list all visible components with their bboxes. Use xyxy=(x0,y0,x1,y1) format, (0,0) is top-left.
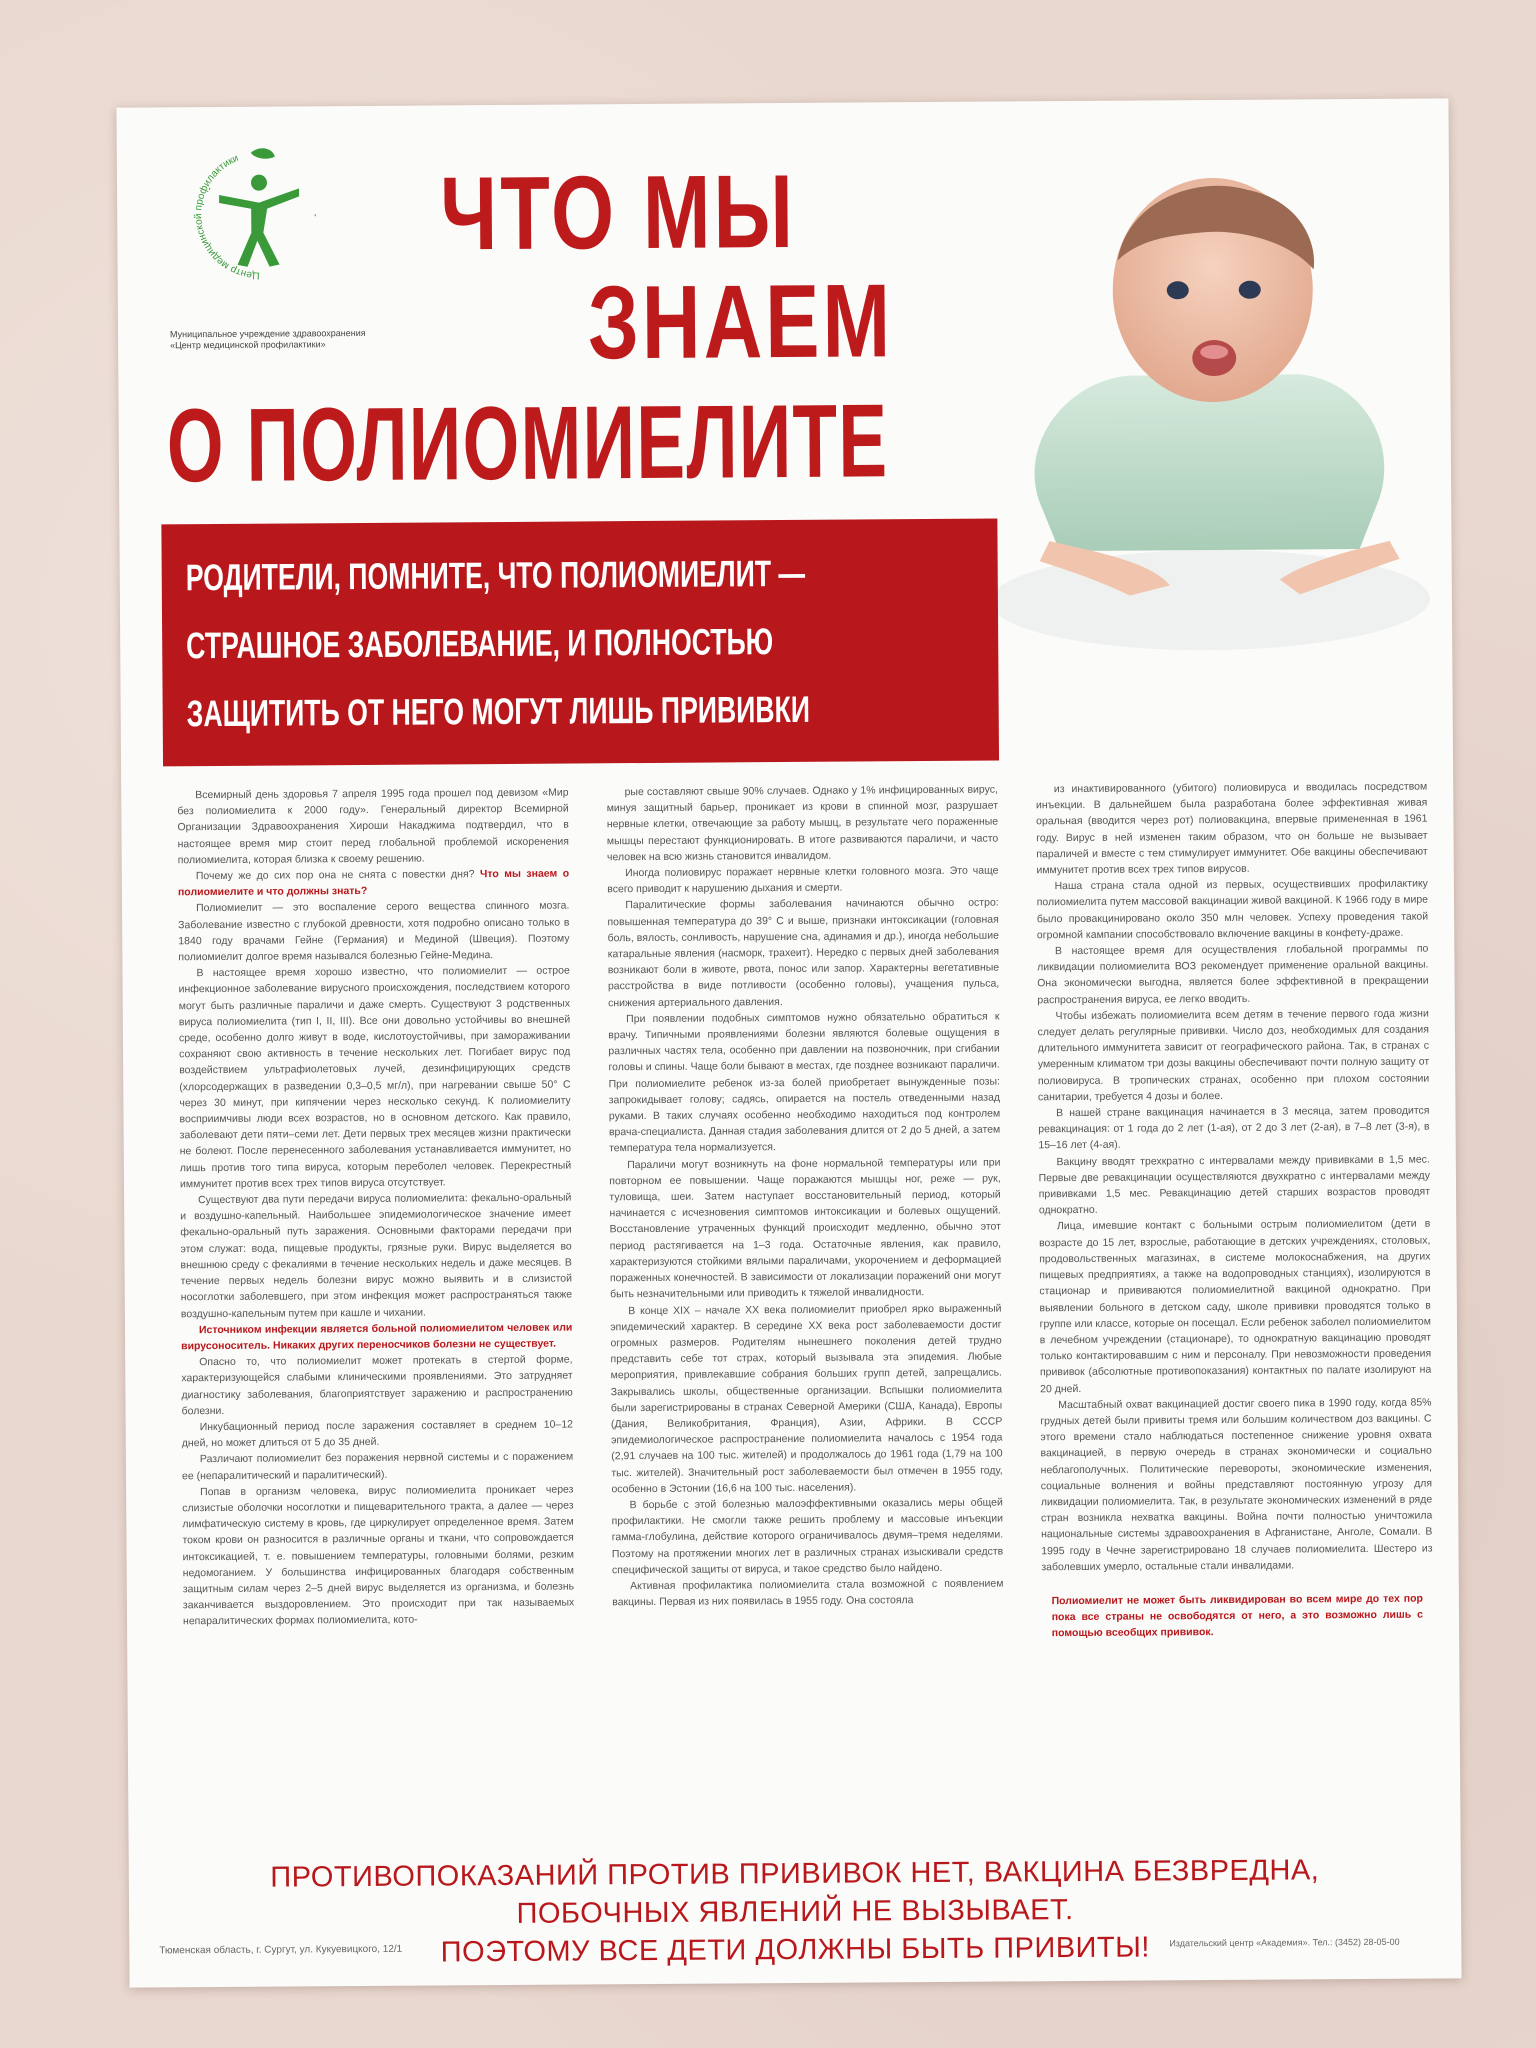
closing-statement: Полиомиелит не может быть ликвидирован во всем мире до тех пор пока все страны не освободятся от него, а это возможно лишь с помощью всеобщих прививок. xyxy=(1051,1592,1424,1640)
paragraph: В борьбе с этой болезнью малоэффективными оказались меры общей профилактики. Не смогли также решить проблему и массовые инъекции гамма-глобулина, действие которого ограничивалось двумя–тремя неделями. Поэтому на протяжении многих лет в различных странах изыскивали средств специфической защиты от вируса, и такое средство было найдено. xyxy=(611,1496,1004,1576)
paragraph: Лица, имевшие контакт с больными острым полиомиелитом (дети в возрасте до 15 лет, взрослые, работающие в детских учреждениях, столовых, продовольственных магазинах, в системе молокоснабжения, на других пищевых предприятиях, а также на водопроводных станциях), изолируются в стационар и прививаются полиомиелитной вакциной однократно. При выявлении больного в детском саду, школе прививки проводятся только в группе или классе, которые он посещал. Если ребенок заболел полиомиелитом в лечебном учреждении (стационаре), то однократную вакцинацию проводят только контактировавшим с ним и персоналу. При невозможности проведения прививок (абсолютные противопоказания) контактных по палате изолируют на 20 дней. xyxy=(1039,1218,1432,1395)
paragraph: Полиомиелит — это воспаление серого вещества спинного мозга. Заболевание известно с глубокой древности, хотя подробно описано только в 1840 году врачами Гейне (Германия) и Мединой (Швеция). Поэтому полиомиелит долгое время назывался болезнью Гейне-Медина. xyxy=(178,899,570,964)
address: Тюменская область, г. Сургут, ул. Кукуевицкого, 12/1 xyxy=(159,1943,403,1957)
org-line: Муниципальное учреждение здравоохранения xyxy=(170,327,366,340)
footer-line: ПОЭТОМУ ВСЕ ДЕТИ ДОЛЖНЫ БЫТЬ ПРИВИТЫ! xyxy=(440,1931,1151,1969)
footer-line: ПОБОЧНЫХ ЯВЛЕНИЙ НЕ ВЫЗЫВАЕТ. xyxy=(516,1894,1074,1930)
org-line: «Центр медицинской профилактики» xyxy=(170,339,326,351)
warning-banner xyxy=(161,519,999,767)
paragraph: Всемирный день здоровья 7 апреля 1995 года прошел под девизом «Мир без полиомиелита к 2000 году». Генеральный директор Всемирной Организации Здравоохранения Хироши Накаджима подтвердил, что в настоящее время мир стоит перед глобальной проблемой искоренения полиомиелита, которая близка к своему решению. xyxy=(177,786,569,867)
title-line-2: ЗНАЕМ xyxy=(587,263,894,382)
paragraph: В настоящее время для осуществления глобальной программы по ликвидации полиомиелита ВОЗ рекомендует применение оральной вакцины. Она экономически выгодна, является более эффективной в прекращении распространения вируса, ее легко вводить. xyxy=(1037,942,1429,1006)
paragraph: Попав в организм человека, вирус полиомиелита проникает через слизистые оболочки носоглотки и пищеварительного тракта, а далее — через лимфатическую систему в кровь, где циркулирует определенное время. Затем током крови он разносится в различные органы и ткани, что сопровождается интоксикацией, т. е. повышением температуры, головными болями, резким недомоганием. У большинства инфицированных благодаря собственным защитным силам через 2–5 дней вирус выделяется из организма, и болезнь заканчивается выздоровлением. Это происходит при так называемых непаралитических формах полиомиелита, кото- xyxy=(182,1483,575,1628)
article-column-3 xyxy=(1036,779,1434,1792)
footer-line: ПРОТИВОПОКАЗАНИЙ ПРОТИВ ПРИВИВОК НЕТ, ВАКЦИНА БЕЗВРЕДНА, xyxy=(270,1854,1320,1894)
paragraph: рые составляют свыше 90% случаев. Однако у 1% инфицированных вирус, минуя защитный барьер, проникает из крови в спинной мозг, разрушает нервные клетки, отвечающие за работу мышц, в результате чего пораженные мышцы перестают функционировать. В итоге развиваются параличи, и часто человек на всю жизнь становится инвалидом. xyxy=(606,783,999,864)
paragraph: Чтобы избежать полиомиелита всем детям в течение первого года жизни следует делать регулярные прививки. Число доз, необходимых для создания длительного иммунитета зависит от географического района. Так, в странах с умеренным климатом три дозы вакцины обеспечивают почти полную защиту от полиовируса. В тропических странах, особенно при плохом состоянии санитарии, требуется 4 дозы и более. xyxy=(1037,1007,1430,1104)
paragraph: Иногда полиовирус поражает нервные клетки головного мозга. Это чаще всего приводит к нарушению дыхания и смерти. xyxy=(607,864,999,896)
title-line-1: ЧТО МЫ xyxy=(439,153,797,273)
article-column-1 xyxy=(177,785,575,1798)
article-body xyxy=(177,779,1434,1798)
logo-emblem-icon xyxy=(189,142,330,283)
highlight-paragraph: Источником инфекции является больной полиомиелитом человек или вирусоноситель. Никаких других переносчиков болезни не существует. xyxy=(181,1321,573,1353)
paragraph: Вакцину вводят трехкратно с интервалами между прививками в 1,5 мес. Первые две ревакцинации осуществляются двухкратно с интервалами между прививками 1,5 мес. Ревакцинацию детей старших возрастов проводят однократно. xyxy=(1038,1153,1431,1217)
paragraph: В нашей стране вакцинация начинается в 3 месяца, затем проводится ревакцинация: от 1 года до 2 лет (1-ая), от 2 до 3 лет (2-ая), в 7–8 лет (3-я), в 15–16 лет (4-ая). xyxy=(1038,1104,1430,1152)
baby-photo xyxy=(977,138,1441,661)
paragraph: Инкубационный период после заражения составляет в среднем 10–12 дней, но может длиться от 5 до 35 дней. xyxy=(181,1418,574,1450)
organization-name xyxy=(170,327,440,351)
banner-line: СТРАШНОЕ ЗАБОЛЕВАНИЕ, И ПОЛНОСТЬЮ xyxy=(186,621,774,667)
paragraph: Паралитические формы заболевания начинаются обычно остро: повышенная температура до 39° С и выше, признаки интоксикации (головная боль, вялость, сонливость, нарушение сна, адинамия и др.), иногда небольшие катаральные явления (насморк, трахеит). Нередко с первых дней заболевания возникают боли в животе, рвота, понос или запор. Характерны вегетативные расстройства в виде потливости (особенно головы), учащения пульса, снижения артериального давления. xyxy=(607,896,1000,1009)
article-column-2 xyxy=(607,782,1005,1795)
paragraph: Параличи могут возникнуть на фоне нормальной температуры или при повторном ее повышении. Чаще поражаются мышцы ног, реже — рук, туловища, шеи. Затем наступает восстановительный период, который начинается с исчезновения симптомов интоксикации и болевых ощущений. Восстановление утраченных функций происходит медленно, обычно этот период растягивается на 1–3 года. Остаточные явления, как правило, характеризуются стойкими вялыми параличами, укорочением и деформацией пораженных конечностей. В зависимости от локализации поражений они могут быть незначительными или приводить к тяжелой инвалидности. xyxy=(609,1156,1002,1301)
paragraph: Масштабный охват вакцинацией достиг своего пика в 1990 году, когда 85% грудных детей были привиты тремя или большим количеством доз вакцины. С этого времени стало наблюдаться постепенное снижение уровня охвата вакцинацией, в первую очередь в странах экономически и социально неблагополучных. Политические перевороты, экономические изменения, социальные волнения и войны представляют постоянную угрозу для ликвидации полиомиелита. Так, в результате экономических изменений в ряде стран возникла нехватка вакцины. Война почти полностью уничтожила национальные системы здравоохранения в Афганистане, Анголе, Сомали. В 1995 году в Чечне зарегистрировано 18 случаев полиомиелита. Шестеро из заболевших умерло, остальные стали инвалидами. xyxy=(1040,1396,1433,1574)
banner-line: ЗАЩИТИТЬ ОТ НЕГО МОГУТ ЛИШЬ ПРИВИВКИ xyxy=(186,688,811,735)
logo xyxy=(169,141,440,351)
publisher-info: Издательский центр «Академия». Тел.: (3452) 28-05-00 xyxy=(1169,1936,1400,1949)
paragraph: В настоящее время хорошо известно, что полиомиелит — острое инфекционное заболевание вирусного происхождения, последствием которого могут быть различные параличи и даже смерть. Существуют 3 родственных вируса полиомиелита (тип I, II, III). Все они довольно устойчивы во внешней среде, особенно долго живут в воде, кислотоустойчивы, при замораживании сохраняют свою активность в течение нескольких лет. Погибает вирус под воздействием ультрафиолетовых лучей, дезинфицирующих средств (хлорсодержащих в разведении 0,3–0,5 мг/л), при нагревании свыше 50° С через 30 минут, при кипячении через несколько секунд. К полиомиелиту восприимчивы люди всех возрастов, но в основном детского. Как правило, заболевают дети пяти–семи лет. Дети первых трех месяцев жизни практически не болеют. После перенесенного заболевания устанавливается иммунитет, но лишь против того типа вируса, которым переболел человек. Перекрестный иммунитет против всех трех типов вируса отсутствует. xyxy=(178,964,572,1191)
paragraph: Почему же до сих пор она не снята с повестки дня? Что мы знаем о полиомиелите и что должны знать? xyxy=(177,867,570,899)
paragraph: В конце XIX – начале XX века полиомиелит приобрел ярко выраженный эпидемический характер. В середине XX века рост заболеваемости достиг огромных размеров. Родителям нынешнего поколения детей трудно представить себе тот страх, который вызывала эта эпидемия. Любые мероприятия, привлекавшие собрания больших групп детей, запрещались. Закрывались школы, общественные организации. Вспышки полиомиелита были зарегистрированы в странах Северной Америки (США, Канада), Европы (Дания, Великобритания, Франция), Азии, Африки. В СССР эпидемиологическое распространение полиомиелита началось с 1954 года (2,91 случаев на 100 тыс. жителей) и продолжалось до 1961 года (1,79 на 100 тыс. жителей). Значительный рост заболеваемости был отмечен в 1955 году, особенно в Эстонии (16,6 на 100 тыс. населения). xyxy=(610,1302,1003,1495)
svg-text:Центр медицинской профилактики: Центр медицинской профилактики xyxy=(193,152,260,281)
paragraph: Существуют два пути передачи вируса полиомиелита: фекально-оральный и воздушно-капельный. Наибольшее эпидемиологическое значение имеет фекально-оральный путь заражения. Основными факторами передачи при этом служат: вода, пищевые продукты, грязные руки. Вирус выделяется во внешнюю среду с фекалиями в течение нескольких недель и даже месяцев. В течение первых недель болезни вирус можно выявить и в слизистой носоглотки заболевшего, при этом инфекция может распространяться также воздушно-капельным путем при кашле и чихании. xyxy=(180,1191,573,1320)
paragraph: из инактивированного (убитого) полиовируса и вводилась посредством инъекции. В дальнейшем была разработана более эффективная живая оральная (вводится через рот) полиовакцина, впервые примененная в 1961 году. Вирус в ней изменен таким образом, что он больше не вызывает параличей и вместе с тем стимулирует иммунитет. Обе вакцины обеспечивают иммунитет против всех трех типов вирусов. xyxy=(1035,780,1428,877)
paragraph: Активная профилактика полиомиелита стала возможной с появлением вакцины. Первая из них появилась в 1955 году. Она состояла xyxy=(612,1577,1004,1609)
paragraph: Различают полиомиелит без поражения нервной системы и с поражением ее (непаралитический и паралитический). xyxy=(181,1450,574,1482)
title-line-3: О ПОЛИОМИЕЛИТЕ xyxy=(166,383,889,505)
poster xyxy=(116,98,1461,1987)
paragraph: При появлении подобных симптомов нужно обязательно обратиться к врачу. Типичными проявлениями болезни являются болевые ощущения в различных частях тела, особенно при давлении на позвоночник, при сгибании головы и спины. Чаще боли бывают в местах, где позднее возникают параличи. При полиомиелите ребенок из-за болей приобретает вынужденные позы: запрокидывает голову; садясь, опирается на постель отведенными назад руками. В таких случаях особенно необходимо находиться под контролем врача-специалиста. Данная стадия заболевания длится от 2 до 5 дней, а затем температура тела нормализуется. xyxy=(608,1010,1001,1155)
paragraph: Опасно то, что полиомиелит может протекать в стертой форме, характеризующейся слабыми клиническими проявлениями. Это затрудняет диагностику заболевания, благоприятствует заражению и распространению болезни. xyxy=(181,1353,573,1417)
paragraph: Наша страна стала одной из первых, осуществивших профилактику полиомиелита путем массовой вакцинации живой вакциной. К 1966 году в мире было провакцинировано около 350 млн человек. Успеху проведения такой огромной кампании способствовало включение вакцины в конфету-драже. xyxy=(1036,877,1429,942)
banner-line: РОДИТЕЛИ, ПОМНИТЕ, ЧТО ПОЛИОМИЕЛИТ — xyxy=(185,552,806,599)
